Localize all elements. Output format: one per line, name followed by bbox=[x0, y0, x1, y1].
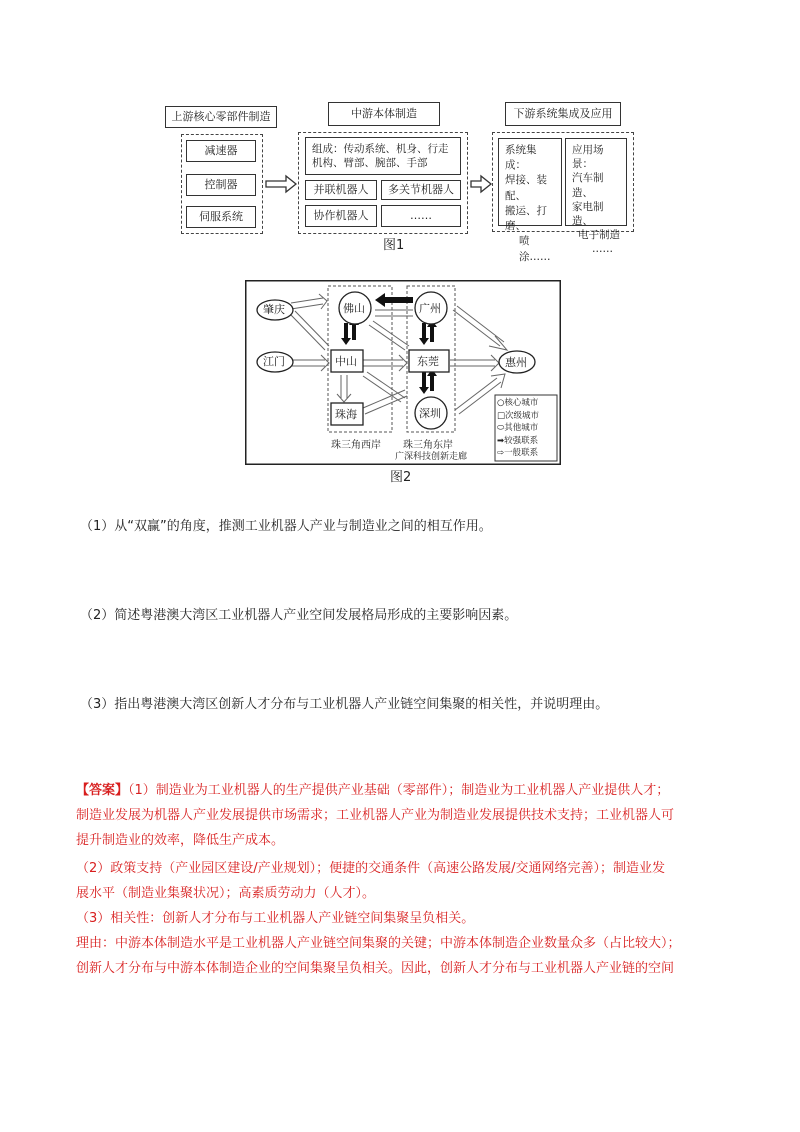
upstream-title: 上游核心零部件制造 bbox=[165, 106, 277, 128]
city-jiangmen: 江门 bbox=[263, 355, 285, 368]
legend-other-city: ⬭其他城市 bbox=[497, 423, 539, 433]
legend-secondary-city: □次级城市 bbox=[497, 410, 540, 421]
integration-line-1: 系统集成： bbox=[505, 144, 537, 172]
question-3: （3）指出粤港澳大湾区创新人才分布与工业机器人产业链空间集聚的相关性，并说明理由。 bbox=[80, 697, 609, 712]
city-zhuhai: 珠海 bbox=[335, 408, 357, 421]
midstream-title: 中游本体制造 bbox=[328, 102, 440, 126]
application-line-5: …… bbox=[592, 243, 613, 256]
west-shore-label: 珠三角西岸 bbox=[331, 440, 381, 451]
composition-line-2: 机构、臂部、腕部、手部 bbox=[312, 157, 428, 170]
application-line-4: 电子制造 bbox=[578, 229, 620, 242]
city-dongguan: 东莞 bbox=[417, 355, 439, 368]
city-huizhou: 惠州 bbox=[505, 356, 527, 369]
answer-line-3: 提升制造业的效率，降低生产成本。 bbox=[76, 833, 285, 848]
integration-line-2: 焊接、装配、 bbox=[505, 174, 547, 202]
answer-tag: 【答案】 bbox=[76, 783, 129, 798]
fig1-arrows bbox=[0, 0, 800, 260]
legend-strong-link: ➡较强联系 bbox=[497, 435, 539, 446]
composition-line-1: 组成：传动系统、机身、行走 bbox=[312, 143, 449, 155]
answer-block bbox=[76, 778, 746, 981]
downstream-title: 下游系统集成及应用 bbox=[505, 102, 621, 126]
integration-line-3: 搬运、打磨、 bbox=[505, 204, 547, 233]
legend-core-city: ○核心城市 bbox=[497, 398, 539, 408]
arrow-up-to-mid bbox=[266, 176, 296, 192]
midstream-cell-collab-robot: 协作机器人 bbox=[305, 205, 377, 227]
answer-line-1-text: （1）制造业为工业机器人的生产提供产业基础（零部件）；制造业为工业机器人产业提供人才； bbox=[128, 783, 670, 798]
city-foshan: 佛山 bbox=[343, 302, 365, 315]
midstream-cell-multi-joint-robot: 多关节机器人 bbox=[381, 180, 461, 200]
arrow-mid-to-down bbox=[471, 176, 491, 192]
application-line-1: 应用场景： bbox=[572, 144, 604, 171]
answer-line-1 bbox=[76, 778, 746, 803]
east-shore-label-2: 广深科技创新走廊 bbox=[395, 452, 468, 462]
east-shore-label-1: 珠三角东岸 bbox=[403, 440, 453, 451]
city-zhaoqing: 肇庆 bbox=[263, 303, 285, 316]
answer-line-4: （2）政策支持（产业园区建设/产业规划）；便捷的交通条件（高速公路发展/交通网络完善）；制造业发 bbox=[76, 861, 666, 876]
city-shenzhen: 深圳 bbox=[419, 407, 441, 420]
answer-line-5: 展水平（制造业集聚状况）；高素质劳动力（人才）。 bbox=[76, 886, 376, 901]
midstream-cell-parallel-robot: 并联机器人 bbox=[305, 180, 377, 200]
city-zhongshan: 中山 bbox=[335, 355, 357, 368]
city-guangzhou: 广州 bbox=[419, 302, 441, 315]
question-1: （1）从“双赢”的角度，推测工业机器人产业与制造业之间的相互作用。 bbox=[80, 519, 492, 534]
application-line-3: 家电制造、 bbox=[572, 200, 604, 227]
legend-general-link: ⇨一般联系 bbox=[497, 448, 539, 458]
answer-line-6: （3）相关性：创新人才分布与工业机器人产业链空间集聚呈负相关。 bbox=[76, 911, 475, 926]
integration-line-4: 喷涂…… bbox=[519, 235, 551, 263]
answer-line-8: 创新人才分布与中游本体制造企业的空间集聚呈负相关。因此，创新人才分布与工业机器人产业链的空间 bbox=[76, 961, 675, 976]
midstream-cell-etc: …… bbox=[381, 205, 461, 227]
application-line-2: 汽车制造、 bbox=[572, 172, 604, 199]
question-2: （2）简述粤港澳大湾区工业机器人产业空间发展格局形成的主要影响因素。 bbox=[80, 608, 518, 623]
upstream-item-reducer: 减速器 bbox=[186, 140, 256, 162]
upstream-item-servo: 伺服系统 bbox=[186, 206, 256, 228]
answer-line-2: 制造业发展为机器人产业发展提供市场需求；工业机器人产业为制造业发展提供技术支持；工业机器人可 bbox=[76, 808, 675, 823]
fig1-caption: 图1 bbox=[383, 238, 405, 253]
fig2-caption: 图2 bbox=[390, 470, 412, 485]
figure-2 bbox=[245, 280, 561, 465]
upstream-item-controller: 控制器 bbox=[186, 174, 256, 196]
fig2-legend bbox=[497, 397, 539, 460]
answer-line-7: 理由：中游本体制造水平是工业机器人产业链空间集聚的关键；中游本体制造企业数量众多（占比较大）； bbox=[76, 936, 681, 951]
